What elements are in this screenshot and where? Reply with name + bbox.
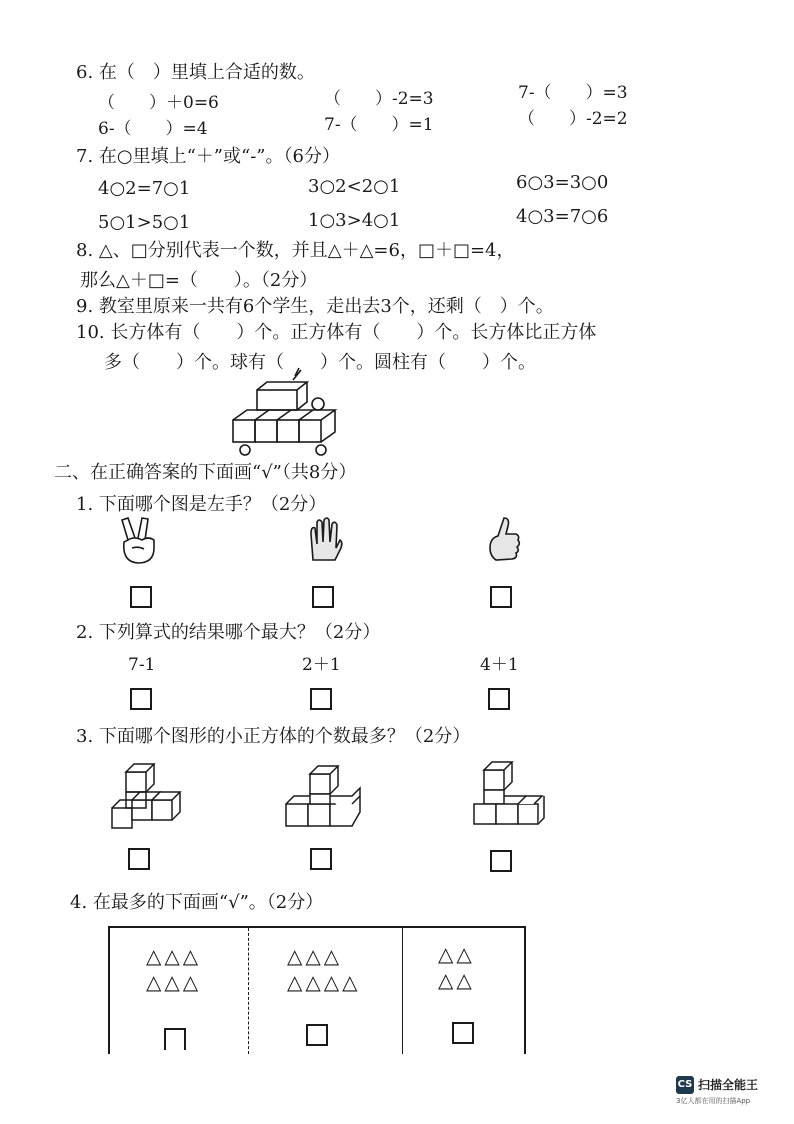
s2-q2-title: 2. 下列算式的结果哪个最大？（2分） bbox=[76, 622, 381, 643]
q7-item: 5○1>5○1 bbox=[98, 212, 191, 233]
q6-item: 7-（ ）=3 bbox=[518, 83, 628, 103]
triangles-row: △△ bbox=[438, 968, 475, 992]
q6-title: 6. 在（ ）里填上合适的数。 bbox=[76, 62, 315, 83]
q8-line1: 8. △、□分别代表一个数，并且△＋△=6，□＋□=4， bbox=[76, 240, 515, 261]
q7-item: 3○2<2○1 bbox=[308, 176, 401, 197]
answer-box[interactable] bbox=[490, 850, 512, 872]
answer-box[interactable] bbox=[130, 688, 152, 710]
q7-title: 7. 在○里填上“＋”或“-”。（6分） bbox=[76, 146, 340, 167]
q9-text: 9. 教室里原来一共有6个学生，走出去3个，还剩（ ）个。 bbox=[76, 296, 554, 317]
table-divider bbox=[402, 928, 403, 1054]
open-palm-icon bbox=[305, 516, 345, 566]
q7-item: 4○3=7○6 bbox=[516, 206, 609, 227]
option-expression: 4＋1 bbox=[480, 655, 519, 675]
watermark-tagline: 3亿人都在用的扫描App bbox=[676, 1097, 751, 1105]
q7-item: 1○3>4○1 bbox=[308, 210, 401, 231]
q6-item: 6-（ ）=4 bbox=[98, 119, 208, 139]
q6-item: （ ）-2=2 bbox=[518, 109, 628, 129]
q10-line1: 10. 长方体有（ ）个。正方体有（ ）个。长方体比正方体 bbox=[76, 322, 597, 343]
answer-box[interactable] bbox=[310, 848, 332, 870]
q6-item: （ ）＋0=6 bbox=[98, 93, 219, 113]
answer-box[interactable] bbox=[490, 586, 512, 608]
triangles-row: △△△△ bbox=[287, 970, 361, 994]
scanner-watermark bbox=[676, 1074, 759, 1105]
s2-q3-title: 3. 下面哪个图形的小正方体的个数最多？（2分） bbox=[76, 726, 471, 747]
watermark-name: 扫描全能王 bbox=[698, 1078, 759, 1092]
s2-q4-title: 4. 在最多的下面画“√”。（2分） bbox=[70, 892, 324, 913]
q6-item: （ ）-2=3 bbox=[324, 89, 434, 109]
q8-line2: 那么△＋□=（ ）。（2分） bbox=[80, 270, 318, 291]
q6-item: 7-（ ）=1 bbox=[324, 115, 434, 135]
answer-box[interactable] bbox=[130, 586, 152, 608]
triangles-row: △△△ bbox=[146, 970, 202, 994]
s2-q1-title: 1. 下面哪个图是左手？（2分） bbox=[76, 494, 327, 515]
triangles-row: △△△ bbox=[287, 944, 343, 968]
triangles-row: △△ bbox=[438, 942, 475, 966]
answer-box[interactable] bbox=[128, 848, 150, 870]
victory-hand-icon bbox=[118, 516, 162, 566]
thumbs-up-icon bbox=[484, 516, 524, 566]
option-expression: 7-1 bbox=[128, 655, 156, 675]
triangles-row: △△△ bbox=[146, 944, 202, 968]
cs-logo-icon: CS bbox=[676, 1076, 694, 1094]
q10-line2: 多（ ）个。球有（ ）个。圆柱有（ ）个。 bbox=[104, 352, 536, 373]
answer-box[interactable] bbox=[164, 1028, 186, 1050]
table-divider bbox=[248, 928, 249, 1054]
answer-box[interactable] bbox=[310, 688, 332, 710]
answer-box[interactable] bbox=[452, 1022, 474, 1044]
answer-box[interactable] bbox=[488, 688, 510, 710]
cube-stack-figure-b bbox=[282, 770, 362, 832]
q7-item: 6○3=3○0 bbox=[516, 172, 609, 193]
answer-box[interactable] bbox=[312, 586, 334, 608]
cube-stack-figure-a bbox=[108, 770, 184, 832]
answer-box[interactable] bbox=[306, 1024, 328, 1046]
section2-title: 二、在正确答案的下面画“√”（共8分） bbox=[54, 462, 357, 483]
option-expression: 2＋1 bbox=[302, 655, 341, 675]
q7-item: 4○2=7○1 bbox=[98, 178, 191, 199]
solids-truck-figure bbox=[225, 372, 355, 462]
cube-stack-figure-c bbox=[470, 766, 546, 832]
